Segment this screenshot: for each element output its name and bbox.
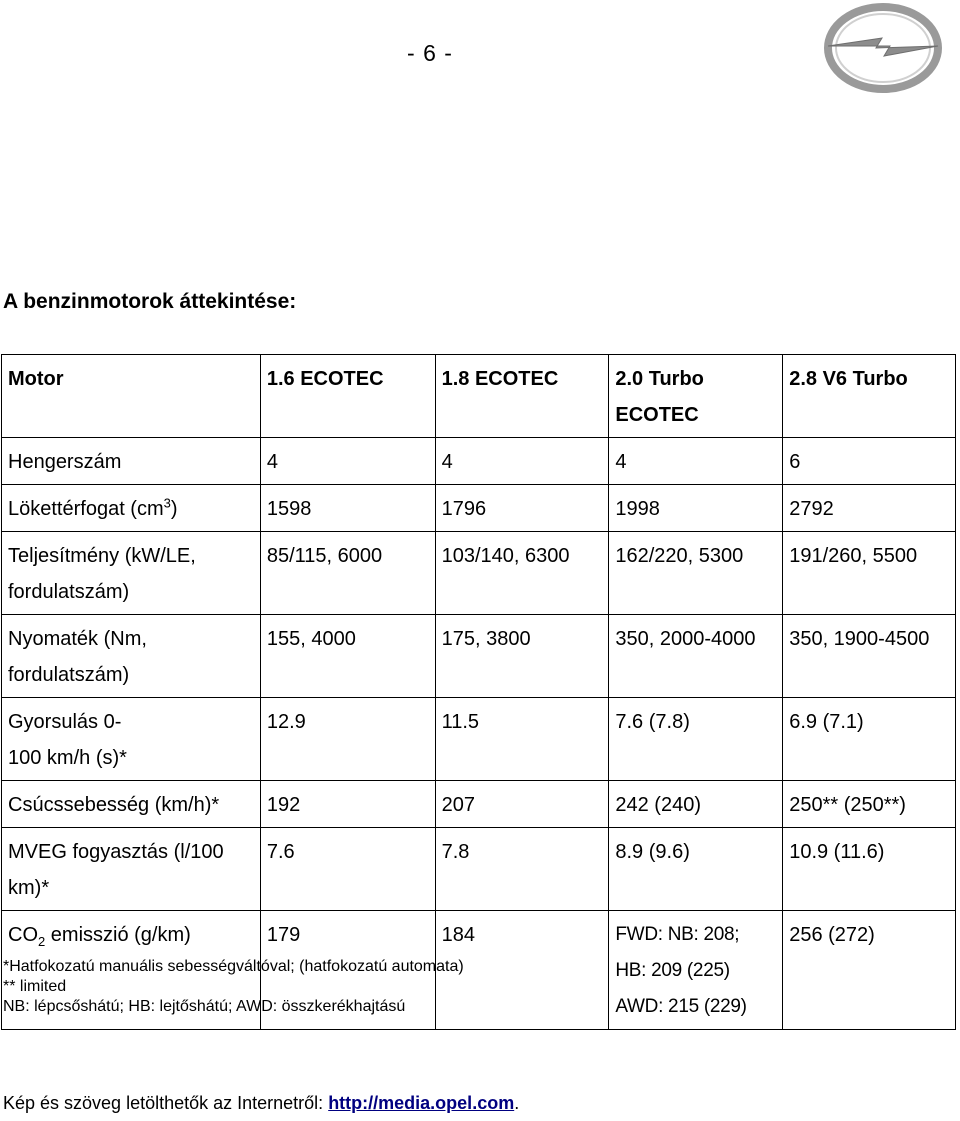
table-row	[2, 698, 956, 781]
footer	[3, 1093, 519, 1114]
table-cell: 350, 2000-4000	[609, 615, 783, 698]
page-number: - 6 -	[407, 40, 453, 66]
table-cell: 184	[435, 911, 609, 1030]
table-cell: 85/115, 6000	[260, 532, 435, 615]
table-cell: 2792	[783, 485, 956, 532]
table-cell: 7.8	[435, 828, 609, 911]
table-cell: 10.9 (11.6)	[783, 828, 956, 911]
row-label: Hengerszám	[2, 438, 261, 485]
subscript-2: 2	[38, 934, 46, 949]
header-col: 1.8 ECOTEC	[435, 355, 609, 438]
opel-lightning-logo	[822, 2, 944, 94]
row-label: Gyorsulás 0-100 km/h (s)*	[2, 698, 261, 781]
table-cell: 175, 3800	[435, 615, 609, 698]
table-cell: 7.6	[260, 828, 435, 911]
table-row	[2, 615, 956, 698]
table-cell: 6	[783, 438, 956, 485]
table-row	[2, 532, 956, 615]
table-cell: 250** (250**)	[783, 781, 956, 828]
row-label-text: Lökettérfogat (cm	[8, 498, 164, 520]
table-cell: 1796	[435, 485, 609, 532]
row-label-text: )	[170, 498, 178, 520]
footnote: ** limited	[3, 978, 67, 995]
row-label-text: CO	[8, 924, 38, 946]
table-row	[2, 781, 956, 828]
table-row	[2, 828, 956, 911]
table-cell: 4	[260, 438, 435, 485]
footnote: NB: lépcsőshátú; HB: lejtőshátú; AWD: összkerékhajtású	[3, 998, 406, 1015]
table-cell: 179	[260, 911, 435, 1030]
table-cell: 242 (240)	[609, 781, 783, 828]
table-header-row	[2, 355, 956, 438]
table-row	[2, 485, 956, 532]
table-cell: 162/220, 5300	[609, 532, 783, 615]
table-cell: 103/140, 6300	[435, 532, 609, 615]
table-cell: 155, 4000	[260, 615, 435, 698]
table-cell: 4	[609, 438, 783, 485]
row-label: MVEG fogyasztás (l/100 km)*	[2, 828, 261, 911]
header-col: 2.0 Turbo ECOTEC	[609, 355, 783, 438]
header-label: Motor	[2, 355, 261, 438]
row-label	[2, 485, 261, 532]
footnote: *Hatfokozatú manuális sebességváltóval; (hatfokozatú automata)	[3, 958, 464, 975]
header-col: 1.6 ECOTEC	[260, 355, 435, 438]
logo-bolt	[828, 38, 938, 56]
table-row	[2, 438, 956, 485]
footer-text: Kép és szöveg letölthetők az Internetről:	[3, 1093, 329, 1113]
row-label: Nyomaték (Nm, fordulatszám)	[2, 615, 261, 698]
header-col: 2.8 V6 Turbo	[783, 355, 956, 438]
table-cell: 12.9	[260, 698, 435, 781]
table-cell: 256 (272)	[783, 911, 956, 1030]
table-cell: 192	[260, 781, 435, 828]
table-cell: 6.9 (7.1)	[783, 698, 956, 781]
table-cell: 207	[435, 781, 609, 828]
table-cell: 350, 1900-4500	[783, 615, 956, 698]
table-cell: 1598	[260, 485, 435, 532]
table-cell: 1998	[609, 485, 783, 532]
table-cell: 7.6 (7.8)	[609, 698, 783, 781]
row-label-text: emisszió (g/km)	[45, 924, 191, 946]
table-cell: 11.5	[435, 698, 609, 781]
engine-specs-table	[1, 354, 956, 1030]
row-label: Csúcssebesség (km/h)*	[2, 781, 261, 828]
table-cell: FWD: NB: 208; HB: 209 (225) AWD: 215 (229)	[609, 911, 783, 1030]
footer-end: .	[514, 1093, 520, 1113]
media-link[interactable]: http://media.opel.com	[328, 1093, 515, 1113]
superscript-3: 3	[163, 495, 171, 511]
section-title: A benzinmotorok áttekintése:	[3, 290, 297, 313]
table-cell: 4	[435, 438, 609, 485]
row-label: Teljesítmény (kW/LE, fordulatszám)	[2, 532, 261, 615]
table-cell: 8.9 (9.6)	[609, 828, 783, 911]
footnotes	[3, 957, 464, 1017]
table-cell: 191/260, 5500	[783, 532, 956, 615]
